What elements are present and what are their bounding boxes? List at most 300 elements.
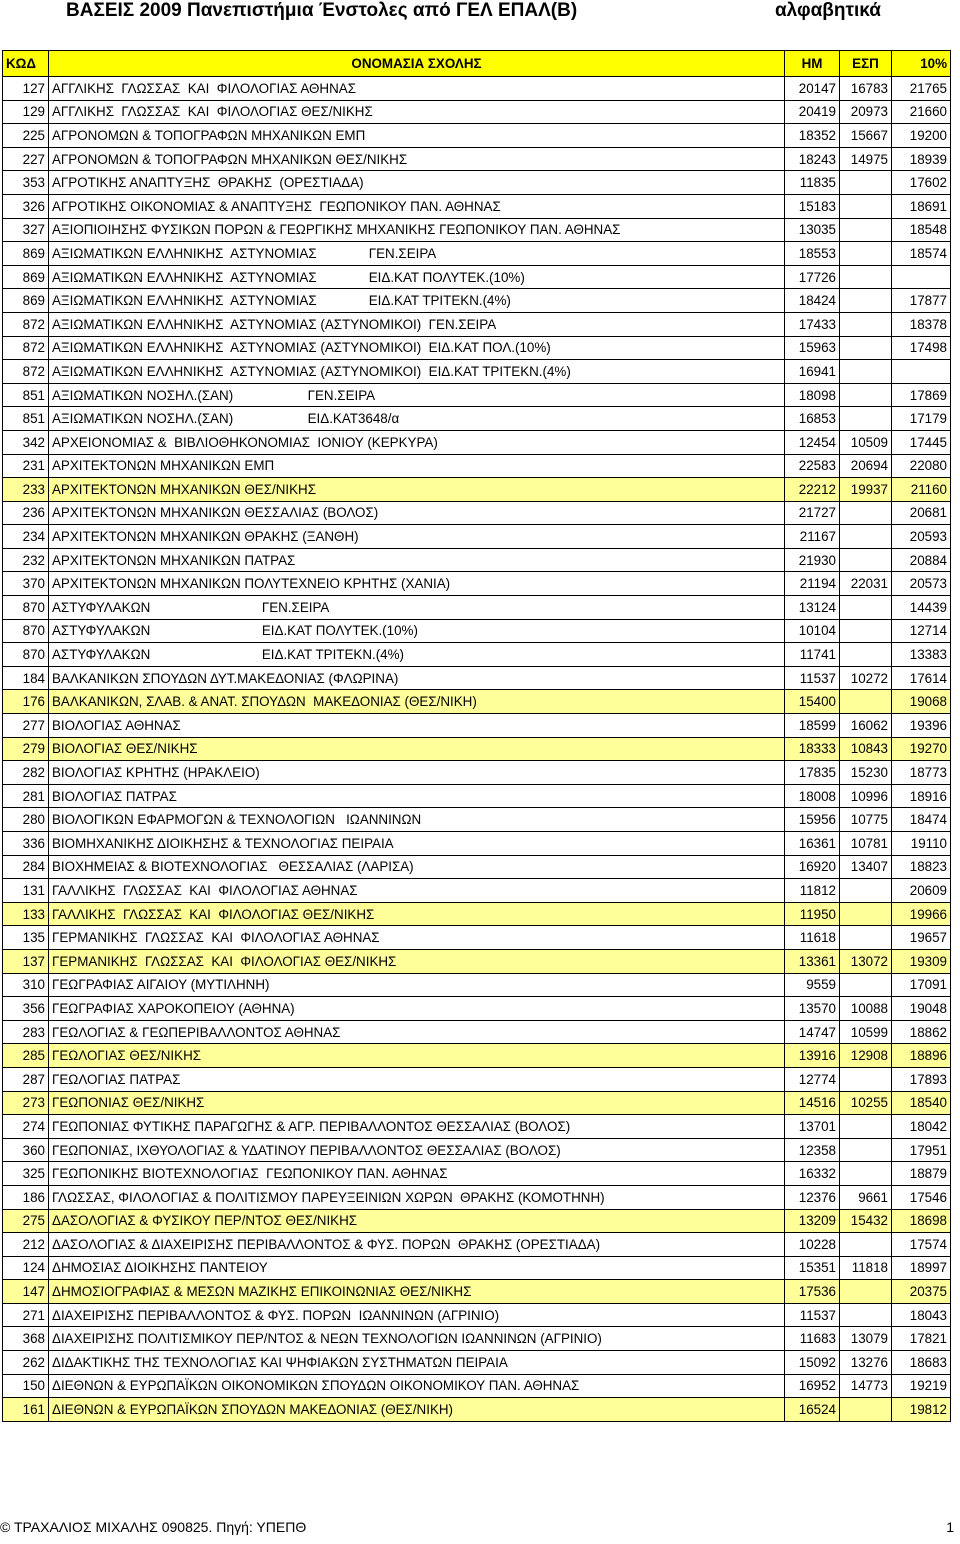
cell-hm: 9559 [785,973,840,997]
table-row [3,761,951,785]
table-row [3,171,951,195]
cell-hm: 20419 [785,100,840,124]
page-number: 1 [946,1519,954,1535]
cell-code: 282 [3,761,49,785]
cell-code: 271 [3,1303,49,1327]
cell-hm: 18333 [785,737,840,761]
cell-name: ΑΡΧΕΙΟΝΟΜΙΑΣ & ΒΙΒΛΙΟΘΗΚΟΝΟΜΙΑΣ ΙΟΝΙΟΥ (ΚΕΡΚΥΡΑ) [49,430,785,454]
cell-hm: 17536 [785,1280,840,1304]
table-row [3,1398,951,1422]
cell-hm: 16941 [785,360,840,384]
title-bar [0,0,960,38]
cell-esp: 20694 [840,454,892,478]
cell-esp [840,973,892,997]
cell-hm: 18599 [785,714,840,738]
cell-hm: 22583 [785,454,840,478]
cell-code: 870 [3,619,49,643]
cell-esp [840,1162,892,1186]
cell-esp: 13276 [840,1351,892,1375]
cell-name: ΓΕΡΜΑΝΙΚΗΣ ΓΛΩΣΣΑΣ ΚΑΙ ΦΙΛΟΛΟΓΙΑΣ ΘΕΣ/ΝΙΚΗΣ [49,949,785,973]
cell-10pct: 17498 [892,336,951,360]
cell-esp [840,690,892,714]
cell-code: 851 [3,407,49,431]
cell-code: 127 [3,77,49,101]
table-row [3,1351,951,1375]
cell-esp [840,1303,892,1327]
cell-10pct: 18691 [892,194,951,218]
page-title: ΒΑΣΕΙΣ 2009 Πανεπιστήμια Ένστολες από ΓΕΛ ΕΠΑΛ(Β) [66,0,578,21]
cell-10pct: 19219 [892,1374,951,1398]
cell-hm: 16952 [785,1374,840,1398]
cell-esp: 16783 [840,77,892,101]
cell-esp [840,1233,892,1257]
cell-esp [840,336,892,360]
cell-name: ΔΗΜΟΣΙΑΣ ΔΙΟΙΚΗΣΗΣ ΠΑΝΤΕΙΟΥ [49,1256,785,1280]
cell-10pct: 18574 [892,242,951,266]
cell-10pct: 19812 [892,1398,951,1422]
cell-esp [840,1398,892,1422]
cell-10pct: 13383 [892,643,951,667]
cell-hm: 22212 [785,478,840,502]
cell-code: 232 [3,548,49,572]
cell-hm: 13570 [785,997,840,1021]
cell-esp: 20973 [840,100,892,124]
table-row [3,1280,951,1304]
table-row [3,1327,951,1351]
cell-esp: 19937 [840,478,892,502]
cell-esp [840,312,892,336]
table-row [3,949,951,973]
table-row [3,312,951,336]
cell-10pct: 19966 [892,902,951,926]
cell-10pct: 21765 [892,77,951,101]
cell-esp: 16062 [840,714,892,738]
table-row [3,1233,951,1257]
cell-code: 872 [3,336,49,360]
cell-name: ΑΞΙΩΜΑΤΙΚΩΝ ΝΟΣΗΛ.(ΣΑΝ) ΕΙΔ.ΚΑΤ3648/α [49,407,785,431]
cell-code: 277 [3,714,49,738]
cell-hm: 13361 [785,949,840,973]
cell-name: ΑΓΡΟΤΙΚΗΣ ΟΙΚΟΝΟΜΙΑΣ & ΑΝΑΠΤΥΞΗΣ ΓΕΩΠΟΝΙΚΟΥ ΠΑΝ. ΑΘΗΝΑΣ [49,194,785,218]
cell-code: 262 [3,1351,49,1375]
cell-code: 234 [3,525,49,549]
cell-esp [840,242,892,266]
cell-hm: 15400 [785,690,840,714]
cell-esp: 10509 [840,430,892,454]
cell-esp: 9661 [840,1185,892,1209]
cell-name: ΒΙΟΛΟΓΙΑΣ ΚΡΗΤΗΣ (ΗΡΑΚΛΕΙΟ) [49,761,785,785]
cell-name: ΒΙΟΛΟΓΙΚΩΝ ΕΦΑΡΜΟΓΩΝ & ΤΕΧΝΟΛΟΓΙΩΝ ΙΩΑΝΝΙΝΩΝ [49,808,785,832]
cell-hm: 21727 [785,501,840,525]
cell-hm: 13035 [785,218,840,242]
cell-name: ΒΑΛΚΑΝΙΚΩΝ, ΣΛΑΒ. & ΑΝΑΤ. ΣΠΟΥΔΩΝ ΜΑΚΕΔΟΝΙΑΣ (ΘΕΣ/ΝΙΚΗ) [49,690,785,714]
table-row [3,289,951,313]
cell-name: ΑΡΧΙΤΕΚΤΟΝΩΝ ΜΗΧΑΝΙΚΩΝ ΠΟΛΥΤΕΧΝΕΙΟ ΚΡΗΤΗΣ (ΧΑΝΙΑ) [49,572,785,596]
cell-name: ΑΞΙΩΜΑΤΙΚΩΝ ΕΛΛΗΝΙΚΗΣ ΑΣΤΥΝΟΜΙΑΣ ΓΕΝ.ΣΕΙΡΑ [49,242,785,266]
cell-name: ΑΓΡΟΤΙΚΗΣ ΑΝΑΠΤΥΞΗΣ ΘΡΑΚΗΣ (ΟΡΕΣΤΙΑΔΑ) [49,171,785,195]
cell-10pct: 18916 [892,784,951,808]
table-row [3,147,951,171]
cell-name: ΑΡΧΙΤΕΚΤΟΝΩΝ ΜΗΧΑΝΙΚΩΝ ΠΑΤΡΑΣ [49,548,785,572]
cell-name: ΓΛΩΣΣΑΣ, ΦΙΛΟΛΟΓΙΑΣ & ΠΟΛΙΤΙΣΜΟΥ ΠΑΡΕΥΞΕΙΝΙΩΝ ΧΩΡΩΝ ΘΡΑΚΗΣ (ΚΟΜΟΤΗΝΗ) [49,1185,785,1209]
cell-hm: 13916 [785,1044,840,1068]
cell-10pct: 20573 [892,572,951,596]
cell-esp: 10781 [840,832,892,856]
cell-10pct: 19657 [892,926,951,950]
cell-esp [840,407,892,431]
cell-10pct: 17546 [892,1185,951,1209]
cell-esp: 15667 [840,124,892,148]
cell-name: ΒΙΟΛΟΓΙΑΣ ΘΕΣ/ΝΙΚΗΣ [49,737,785,761]
cell-code: 280 [3,808,49,832]
table-row [3,124,951,148]
cell-name: ΑΞΙΟΠΙΟΙΗΣΗΣ ΦΥΣΙΚΩΝ ΠΟΡΩΝ & ΓΕΩΡΓΙΚΗΣ ΜΗΧΑΝΙΚΗΣ ΓΕΩΠΟΝΙΚΟΥ ΠΑΝ. ΑΘΗΝΑΣ [49,218,785,242]
table-row [3,997,951,1021]
cell-hm: 11537 [785,1303,840,1327]
cell-name: ΑΡΧΙΤΕΚΤΟΝΩΝ ΜΗΧΑΝΙΚΩΝ ΘΡΑΚΗΣ (ΞΑΝΘΗ) [49,525,785,549]
cell-name: ΔΑΣΟΛΟΓΙΑΣ & ΔΙΑΧΕΙΡΙΣΗΣ ΠΕΡΙΒΑΛΛΟΝΤΟΣ & ΦΥΣ. ΠΟΡΩΝ ΘΡΑΚΗΣ (ΟΡΕΣΤΙΑΔΑ) [49,1233,785,1257]
cell-name: ΑΞΙΩΜΑΤΙΚΩΝ ΕΛΛΗΝΙΚΗΣ ΑΣΤΥΝΟΜΙΑΣ (ΑΣΤΥΝΟΜΙΚΟΙ) ΕΙΔ.ΚΑΤ ΠΟΛ.(10%) [49,336,785,360]
table-row [3,194,951,218]
cell-name: ΑΞΙΩΜΑΤΙΚΩΝ ΕΛΛΗΝΙΚΗΣ ΑΣΤΥΝΟΜΙΑΣ ΕΙΔ.ΚΑΤ ΠΟΛΥΤΕΚ.(10%) [49,265,785,289]
cell-code: 225 [3,124,49,148]
cell-10pct: 20375 [892,1280,951,1304]
cell-name: ΔΙΑΧΕΙΡΙΣΗΣ ΠΟΛΙΤΙΣΜΙΚΟΥ ΠΕΡ/ΝΤΟΣ & ΝΕΩΝ ΤΕΧΝΟΛΟΓΙΩΝ ΙΩΑΝΝΙΝΩΝ (ΑΓΡΙΝΙΟ) [49,1327,785,1351]
cell-name: ΑΣΤΥΦΥΛΑΚΩΝ ΕΙΔ.ΚΑΤ ΤΡΙΤΕΚΝ.(4%) [49,643,785,667]
table-row [3,1067,951,1091]
cell-hm: 16361 [785,832,840,856]
cell-10pct: 18823 [892,855,951,879]
cell-name: ΑΞΙΩΜΑΤΙΚΩΝ ΝΟΣΗΛ.(ΣΑΝ) ΓΕΝ.ΣΕΙΡΑ [49,383,785,407]
cell-esp [840,1067,892,1091]
cell-10pct: 17179 [892,407,951,431]
cell-esp: 10088 [840,997,892,1021]
cell-10pct: 19270 [892,737,951,761]
cell-hm: 16524 [785,1398,840,1422]
table-row [3,1044,951,1068]
cell-name: ΔΙΕΘΝΩΝ & ΕΥΡΩΠΑΪΚΩΝ ΣΠΟΥΔΩΝ ΜΑΚΕΔΟΝΙΑΣ (ΘΕΣ/ΝΙΚΗ) [49,1398,785,1422]
cell-10pct: 18042 [892,1115,951,1139]
cell-name: ΑΞΙΩΜΑΤΙΚΩΝ ΕΛΛΗΝΙΚΗΣ ΑΣΤΥΝΟΜΙΑΣ (ΑΣΤΥΝΟΜΙΚΟΙ) ΓΕΝ.ΣΕΙΡΑ [49,312,785,336]
cell-10pct: 18997 [892,1256,951,1280]
table-row [3,1256,951,1280]
cell-esp: 15230 [840,761,892,785]
cell-10pct: 18698 [892,1209,951,1233]
column-header-esp: ΕΣΠ [840,51,892,77]
table-row [3,1138,951,1162]
cell-code: 186 [3,1185,49,1209]
cell-name: ΔΑΣΟΛΟΓΙΑΣ & ΦΥΣΙΚΟΥ ΠΕΡ/ΝΤΟΣ ΘΕΣ/ΝΙΚΗΣ [49,1209,785,1233]
cell-code: 325 [3,1162,49,1186]
cell-name: ΓΑΛΛΙΚΗΣ ΓΛΩΣΣΑΣ ΚΑΙ ΦΙΛΟΛΟΓΙΑΣ ΑΘΗΝΑΣ [49,879,785,903]
table-row [3,902,951,926]
cell-hm: 17726 [785,265,840,289]
cell-code: 281 [3,784,49,808]
cell-10pct: 19048 [892,997,951,1021]
cell-10pct: 17869 [892,383,951,407]
cell-code: 869 [3,265,49,289]
cell-hm: 11741 [785,643,840,667]
cell-10pct: 12714 [892,619,951,643]
cell-code: 360 [3,1138,49,1162]
table-row [3,832,951,856]
cell-esp: 11818 [840,1256,892,1280]
cell-name: ΒΑΛΚΑΝΙΚΩΝ ΣΠΟΥΔΩΝ ΔΥΤ.ΜΑΚΕΔΟΝΙΑΣ (ΦΛΩΡΙΝΑ) [49,666,785,690]
cell-esp: 15432 [840,1209,892,1233]
cell-hm: 18098 [785,383,840,407]
cell-esp: 10843 [840,737,892,761]
table-row [3,548,951,572]
cell-10pct: 20593 [892,525,951,549]
footer [0,1519,960,1541]
cell-esp [840,1115,892,1139]
cell-hm: 16853 [785,407,840,431]
table-row [3,1115,951,1139]
schools-table [2,50,951,1422]
cell-esp: 12908 [840,1044,892,1068]
cell-name: ΔΙΑΧΕΙΡΙΣΗΣ ΠΕΡΙΒΑΛΛΟΝΤΟΣ & ΦΥΣ. ΠΟΡΩΝ ΙΩΑΝΝΙΝΩΝ (ΑΓΡΙΝΙΟ) [49,1303,785,1327]
cell-code: 285 [3,1044,49,1068]
cell-hm: 20147 [785,77,840,101]
cell-10pct: 21160 [892,478,951,502]
cell-hm: 15183 [785,194,840,218]
cell-hm: 14516 [785,1091,840,1115]
cell-hm: 21167 [785,525,840,549]
cell-esp [840,643,892,667]
cell-esp [840,171,892,195]
table-row [3,643,951,667]
cell-name: ΔΗΜΟΣΙΟΓΡΑΦΙΑΣ & ΜΕΣΩΝ ΜΑΖΙΚΗΣ ΕΠΙΚΟΙΝΩΝΙΑΣ ΘΕΣ/ΝΙΚΗΣ [49,1280,785,1304]
cell-hm: 12376 [785,1185,840,1209]
cell-esp: 10255 [840,1091,892,1115]
cell-name: ΓΑΛΛΙΚΗΣ ΓΛΩΣΣΑΣ ΚΑΙ ΦΙΛΟΛΟΓΙΑΣ ΘΕΣ/ΝΙΚΗΣ [49,902,785,926]
cell-hm: 17433 [785,312,840,336]
cell-code: 273 [3,1091,49,1115]
cell-hm: 11835 [785,171,840,195]
cell-code: 129 [3,100,49,124]
cell-code: 353 [3,171,49,195]
cell-esp [840,902,892,926]
cell-code: 870 [3,643,49,667]
table-row [3,478,951,502]
table-row [3,784,951,808]
table-row [3,430,951,454]
cell-code: 851 [3,383,49,407]
cell-10pct: 20681 [892,501,951,525]
cell-code: 336 [3,832,49,856]
cell-esp [840,289,892,313]
cell-code: 368 [3,1327,49,1351]
cell-hm: 11537 [785,666,840,690]
cell-name: ΓΕΩΛΟΓΙΑΣ ΘΕΣ/ΝΙΚΗΣ [49,1044,785,1068]
table-row [3,737,951,761]
cell-10pct: 18548 [892,218,951,242]
cell-code: 124 [3,1256,49,1280]
cell-10pct: 17574 [892,1233,951,1257]
cell-name: ΑΣΤΥΦΥΛΑΚΩΝ ΕΙΔ.ΚΑΤ ΠΟΛΥΤΕΚ.(10%) [49,619,785,643]
cell-name: ΑΡΧΙΤΕΚΤΟΝΩΝ ΜΗΧΑΝΙΚΩΝ ΘΕΣ/ΝΙΚΗΣ [49,478,785,502]
cell-10pct: 19110 [892,832,951,856]
cell-10pct: 18474 [892,808,951,832]
cell-code: 161 [3,1398,49,1422]
cell-esp: 10272 [840,666,892,690]
cell-10pct: 18773 [892,761,951,785]
cell-esp [840,596,892,620]
cell-code: 310 [3,973,49,997]
cell-hm: 18553 [785,242,840,266]
cell-name: ΒΙΟΛΟΓΙΑΣ ΑΘΗΝΑΣ [49,714,785,738]
table-row [3,77,951,101]
column-header-hm: ΗΜ [785,51,840,77]
cell-name: ΓΕΩΛΟΓΙΑΣ & ΓΕΩΠΕΡΙΒΑΛΛΟΝΤΟΣ ΑΘΗΝΑΣ [49,1020,785,1044]
table-row [3,1162,951,1186]
table-row [3,242,951,266]
cell-esp [840,194,892,218]
cell-hm: 21930 [785,548,840,572]
cell-hm: 18243 [785,147,840,171]
table-row [3,973,951,997]
cell-code: 233 [3,478,49,502]
table-row [3,1374,951,1398]
table-row [3,383,951,407]
cell-hm: 10104 [785,619,840,643]
cell-10pct: 17951 [892,1138,951,1162]
table-row [3,218,951,242]
table-row [3,1209,951,1233]
table-row [3,855,951,879]
table-row [3,1020,951,1044]
table-row [3,100,951,124]
cell-name: ΔΙΕΘΝΩΝ & ΕΥΡΩΠΑΪΚΩΝ ΟΙΚΟΝΟΜΙΚΩΝ ΣΠΟΥΔΩΝ ΟΙΚΟΝΟΜΙΚΟΥ ΠΑΝ. ΑΘΗΝΑΣ [49,1374,785,1398]
table-row [3,808,951,832]
cell-hm: 11812 [785,879,840,903]
cell-esp: 13407 [840,855,892,879]
cell-hm: 14747 [785,1020,840,1044]
cell-code: 283 [3,1020,49,1044]
cell-esp: 10599 [840,1020,892,1044]
cell-10pct: 19396 [892,714,951,738]
cell-hm: 18352 [785,124,840,148]
cell-code: 342 [3,430,49,454]
cell-10pct: 19068 [892,690,951,714]
cell-code: 227 [3,147,49,171]
cell-code: 212 [3,1233,49,1257]
table-row [3,690,951,714]
cell-10pct: 18896 [892,1044,951,1068]
column-header-code: ΚΩΔ [3,51,49,77]
cell-hm: 12454 [785,430,840,454]
cell-name: ΓΕΩΛΟΓΙΑΣ ΠΑΤΡΑΣ [49,1067,785,1091]
cell-esp [840,619,892,643]
cell-hm: 17835 [785,761,840,785]
cell-code: 287 [3,1067,49,1091]
table-row [3,926,951,950]
cell-code: 370 [3,572,49,596]
cell-name: ΑΓΡΟΝΟΜΩΝ & ΤΟΠΟΓΡΑΦΩΝ ΜΗΧΑΝΙΚΩΝ ΕΜΠ [49,124,785,148]
cell-code: 231 [3,454,49,478]
cell-hm: 21194 [785,572,840,596]
cell-hm: 16332 [785,1162,840,1186]
cell-hm: 13209 [785,1209,840,1233]
cell-hm: 15351 [785,1256,840,1280]
table-row [3,596,951,620]
footer-credit: © ΤΡΑΧΑΛΙΟΣ ΜΙΧΑΛΗΣ 090825. Πηγή: ΥΠΕΠΘ [0,1519,307,1535]
table-row [3,619,951,643]
column-header-name: ΟΝΟΜΑΣΙΑ ΣΧΟΛΗΣ [49,51,785,77]
cell-code: 236 [3,501,49,525]
cell-name: ΓΕΡΜΑΝΙΚΗΣ ΓΛΩΣΣΑΣ ΚΑΙ ΦΙΛΟΛΟΓΙΑΣ ΑΘΗΝΑΣ [49,926,785,950]
cell-10pct: 18043 [892,1303,951,1327]
cell-code: 284 [3,855,49,879]
cell-esp [840,360,892,384]
cell-name: ΑΓΓΛΙΚΗΣ ΓΛΩΣΣΑΣ ΚΑΙ ΦΙΛΟΛΟΓΙΑΣ ΘΕΣ/ΝΙΚΗΣ [49,100,785,124]
cell-hm: 13124 [785,596,840,620]
cell-esp [840,383,892,407]
cell-esp: 22031 [840,572,892,596]
cell-code: 184 [3,666,49,690]
cell-esp: 10996 [840,784,892,808]
cell-name: ΑΞΙΩΜΑΤΙΚΩΝ ΕΛΛΗΝΙΚΗΣ ΑΣΤΥΝΟΜΙΑΣ (ΑΣΤΥΝΟΜΙΚΟΙ) ΕΙΔ.ΚΑΤ ΤΡΙΤΕΚΝ.(4%) [49,360,785,384]
table-row [3,572,951,596]
cell-esp [840,218,892,242]
cell-10pct: 19200 [892,124,951,148]
cell-10pct: 18939 [892,147,951,171]
table-row [3,525,951,549]
cell-code: 133 [3,902,49,926]
cell-name: ΓΕΩΠΟΝΙΑΣ ΦΥΤΙΚΗΣ ΠΑΡΑΓΩΓΗΣ & ΑΓΡ. ΠΕΡΙΒΑΛΛΟΝΤΟΣ ΘΕΣΣΑΛΙΑΣ (ΒΟΛΟΣ) [49,1115,785,1139]
cell-esp: 14773 [840,1374,892,1398]
table-row [3,1091,951,1115]
cell-code: 150 [3,1374,49,1398]
cell-esp [840,525,892,549]
cell-10pct: 17893 [892,1067,951,1091]
table-row [3,454,951,478]
cell-10pct: 17445 [892,430,951,454]
cell-code: 135 [3,926,49,950]
table-row [3,336,951,360]
cell-10pct: 20884 [892,548,951,572]
cell-esp [840,1138,892,1162]
cell-esp: 13072 [840,949,892,973]
cell-esp [840,548,892,572]
cell-code: 872 [3,360,49,384]
column-header-10pct: 10% [892,51,951,77]
cell-code: 356 [3,997,49,1021]
cell-10pct: 18683 [892,1351,951,1375]
cell-code: 872 [3,312,49,336]
cell-code: 869 [3,289,49,313]
cell-10pct: 22080 [892,454,951,478]
cell-10pct [892,265,951,289]
cell-name: ΓΕΩΠΟΝΙΑΣ, ΙΧΘΥΟΛΟΓΙΑΣ & ΥΔΑΤΙΝΟΥ ΠΕΡΙΒΑΛΛΟΝΤΟΣ ΘΕΣΣΑΛΙΑΣ (ΒΟΛΟΣ) [49,1138,785,1162]
cell-10pct: 17602 [892,171,951,195]
cell-name: ΓΕΩΓΡΑΦΙΑΣ ΑΙΓΑΙΟΥ (ΜΥΤΙΛΗΝΗ) [49,973,785,997]
cell-name: ΑΣΤΥΦΥΛΑΚΩΝ ΓΕΝ.ΣΕΙΡΑ [49,596,785,620]
cell-10pct [892,360,951,384]
cell-esp: 14975 [840,147,892,171]
cell-name: ΔΙΔΑΚΤΙΚΗΣ ΤΗΣ ΤΕΧΝΟΛΟΓΙΑΣ ΚΑΙ ΨΗΦΙΑΚΩΝ ΣΥΣΤΗΜΑΤΩΝ ΠΕΙΡΑΙΑ [49,1351,785,1375]
cell-hm: 18008 [785,784,840,808]
cell-10pct: 21660 [892,100,951,124]
cell-10pct: 18879 [892,1162,951,1186]
cell-name: ΑΓΡΟΝΟΜΩΝ & ΤΟΠΟΓΡΑΦΩΝ ΜΗΧΑΝΙΚΩΝ ΘΕΣ/ΝΙΚΗΣ [49,147,785,171]
cell-hm: 15092 [785,1351,840,1375]
cell-10pct: 14439 [892,596,951,620]
table-row [3,407,951,431]
cell-name: ΓΕΩΠΟΝΙΚΗΣ ΒΙΟΤΕΧΝΟΛΟΓΙΑΣ ΓΕΩΠΟΝΙΚΟΥ ΠΑΝ. ΑΘΗΝΑΣ [49,1162,785,1186]
cell-esp [840,265,892,289]
table-row [3,666,951,690]
